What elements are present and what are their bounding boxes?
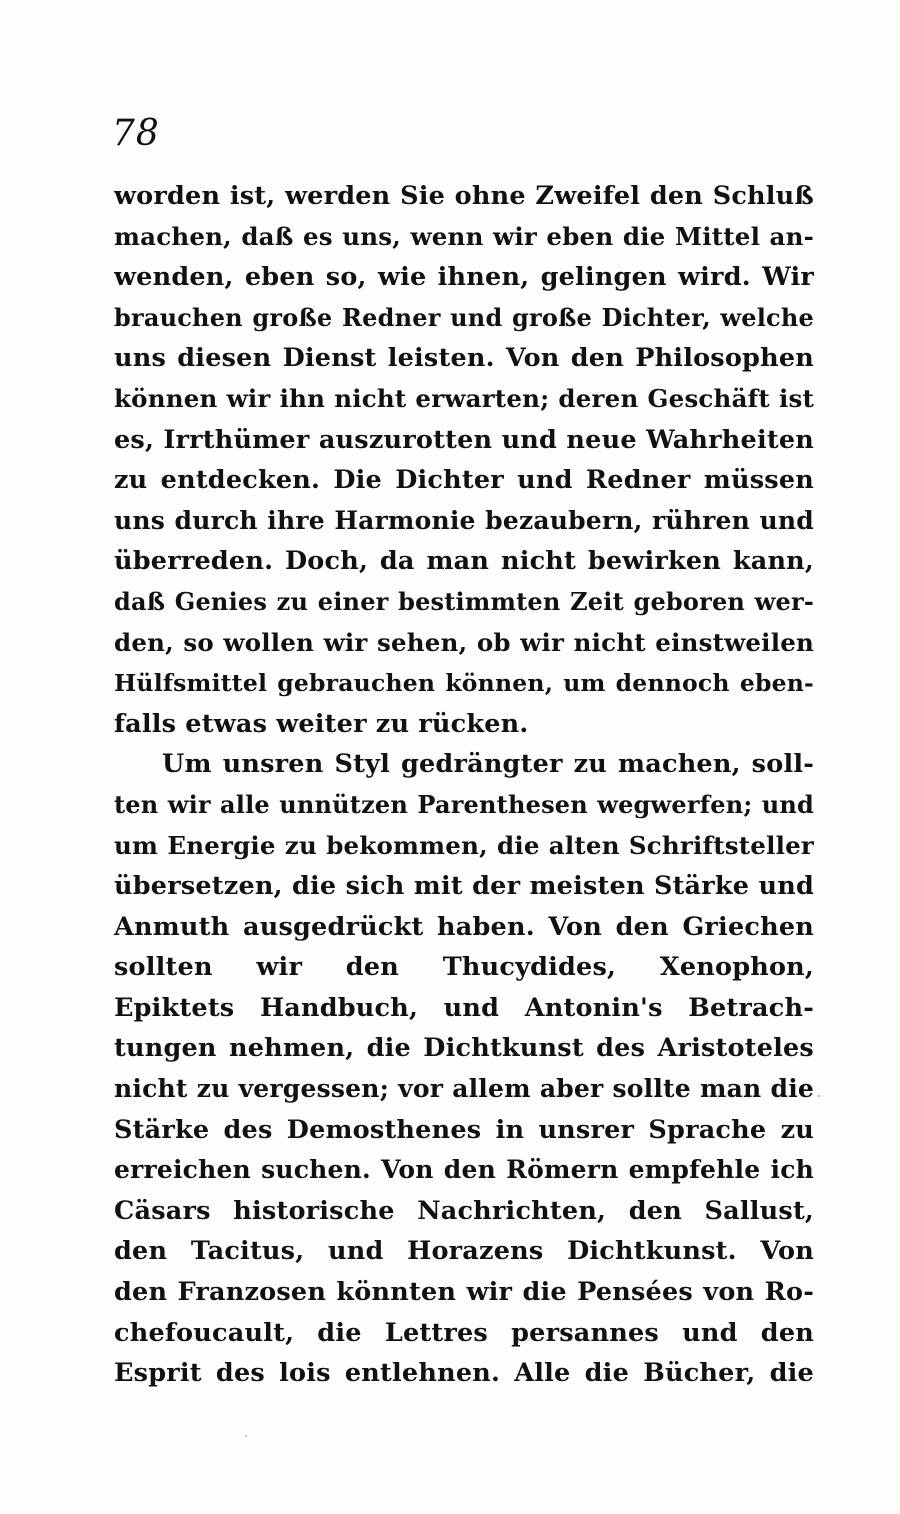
text-line: uns durch ihre Harmonie bezaubern, rühren und — [114, 505, 814, 535]
text-line: erreichen suchen. Von den Römern empfehle ich — [114, 1155, 814, 1185]
paragraph-end-line: falls etwas weiter zu rücken. — [114, 708, 529, 739]
text-line: wenden, eben so, wie ihnen, gelingen wird. Wir — [114, 262, 814, 293]
text-line: den, so wollen wir sehen, ob wir nicht einstweilen — [114, 627, 814, 657]
text-line: übersetzen, die sich mit der meisten Stärke und — [114, 871, 814, 902]
paper-speck — [245, 1435, 247, 1437]
paper-speck — [818, 1095, 820, 1097]
text-line: Cäsars historische Nachrichten, den Sallust, — [114, 1195, 814, 1226]
text-line: Esprit des lois entlehnen. Alle die Bücher, die — [114, 1358, 814, 1389]
text-line: uns diesen Dienst leisten. Von den Philosophen — [114, 343, 814, 374]
text-line: machen, daß es uns, wenn wir eben die Mittel an- — [114, 221, 814, 251]
text-line: ten wir alle unnützen Parenthesen wegwerfen; und — [114, 789, 814, 819]
text-line: den Franzosen könnten wir die Pensées von Ro- — [114, 1277, 814, 1308]
text-line: Stärke des Demosthenes in unsrer Sprache zu — [114, 1114, 814, 1145]
text-line: daß Genies zu einer bestimmten Zeit geboren wer- — [114, 586, 814, 616]
paragraph-start-line: Um unsren Styl gedrängter zu machen, soll- — [162, 749, 814, 780]
text-line: Hülfsmittel gebrauchen können, um dennoch eben- — [114, 669, 814, 698]
text-line: den Tacitus, und Horazens Dichtkunst. Von — [114, 1236, 814, 1267]
body-text — [114, 176, 814, 1394]
text-line: Epiktets Handbuch, und Antonin's Betrach- — [114, 992, 814, 1023]
text-line: um Energie zu bekommen, die alten Schriftsteller — [114, 830, 814, 860]
text-line: sollten wir den Thucydides, Xenophon, — [114, 952, 814, 983]
text-line: nicht zu vergessen; vor allem aber sollte man die — [114, 1074, 814, 1104]
text-line: es, Irrthümer auszurotten und neue Wahrheiten — [114, 424, 814, 455]
page-number: 78 — [112, 113, 160, 154]
text-line: brauchen große Redner und große Dichter, welche — [114, 302, 814, 332]
text-line: worden ist, werden Sie ohne Zweifel den Schluß — [114, 181, 814, 211]
text-line: tungen nehmen, die Dichtkunst des Aristoteles — [114, 1033, 814, 1064]
text-line: chefoucault, die Lettres persannes und den — [114, 1317, 814, 1348]
text-line: können wir ihn nicht erwarten; deren Geschäft ist — [114, 383, 814, 413]
text-line: überreden. Doch, da man nicht bewirken kann, — [114, 546, 814, 577]
text-line: zu entdecken. Die Dichter und Redner müssen — [114, 465, 814, 496]
text-line: Anmuth ausgedrückt haben. Von den Griechen — [114, 911, 814, 942]
